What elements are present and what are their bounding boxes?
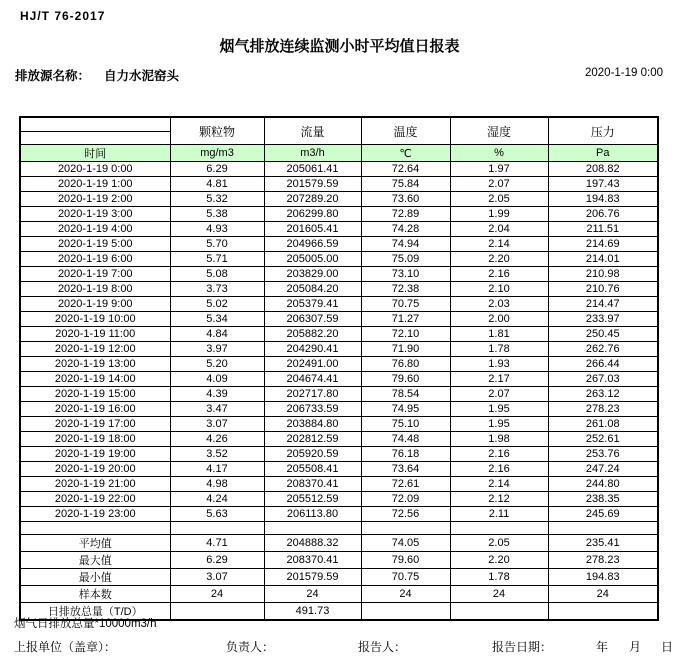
value-cell: 5.08 [170,267,264,282]
value-cell: 1.99 [450,207,548,222]
value-cell: 5.20 [170,357,264,372]
table-row [20,447,658,462]
value-cell: 3.47 [170,402,264,417]
table-row [20,357,658,372]
time-cell: 2020-1-19 20:00 [20,462,170,477]
summary-row [20,586,658,603]
table-row [20,327,658,342]
value-cell: 73.60 [361,192,450,207]
value-cell: 2.16 [450,447,548,462]
value-cell: 261.08 [548,417,658,432]
table-row [20,282,658,297]
value-cell: 1.97 [450,162,548,177]
day-label: 日 [661,640,674,654]
time-cell: 2020-1-19 14:00 [20,372,170,387]
time-header-cell: 时间 [20,145,170,162]
value-cell: 4.93 [170,222,264,237]
table-row [20,252,658,267]
signature-line [0,638,679,654]
table-row [20,312,658,327]
value-cell: 214.47 [548,297,658,312]
value-cell: 262.76 [548,342,658,357]
empty-cell [264,522,361,535]
summary-label-cell: 平均值 [20,535,170,552]
table-row [20,417,658,432]
value-cell: 214.01 [548,252,658,267]
value-cell: 74.95 [361,402,450,417]
value-cell: 1.98 [450,432,548,447]
time-cell: 2020-1-19 23:00 [20,507,170,522]
value-cell: 203829.00 [264,267,361,282]
summary-value-cell: 4.71 [170,535,264,552]
value-cell: 206.76 [548,207,658,222]
summary-value-cell: 491.73 [264,603,361,621]
value-cell: 205084.20 [264,282,361,297]
value-cell: 233.97 [548,312,658,327]
summary-value-cell: 1.78 [450,569,548,586]
value-cell: 4.26 [170,432,264,447]
year-label: 年 [596,640,609,654]
value-cell: 4.98 [170,477,264,492]
value-cell: 205920.59 [264,447,361,462]
value-cell: 2.11 [450,507,548,522]
time-cell: 2020-1-19 0:00 [20,162,170,177]
value-cell: 78.54 [361,387,450,402]
corner-top [21,118,170,132]
column-header-flow: 流量 [264,117,361,145]
summary-row [20,535,658,552]
value-cell: 2.00 [450,312,548,327]
unit-cell-flow: m3/h [264,145,361,162]
time-cell: 2020-1-19 3:00 [20,207,170,222]
value-cell: 5.34 [170,312,264,327]
summary-value-cell [450,603,548,621]
value-cell: 202717.80 [264,387,361,402]
summary-value-cell: 70.75 [361,569,450,586]
summary-label-cell: 样本数 [20,586,170,603]
value-cell: 4.09 [170,372,264,387]
summary-row [20,552,658,569]
value-cell: 1.81 [450,327,548,342]
time-cell: 2020-1-19 4:00 [20,222,170,237]
value-cell: 205379.41 [264,297,361,312]
value-cell: 203884.80 [264,417,361,432]
value-cell: 76.18 [361,447,450,462]
value-cell: 6.29 [170,162,264,177]
column-header-temp: 温度 [361,117,450,145]
value-cell: 3.07 [170,417,264,432]
value-cell: 5.63 [170,507,264,522]
table-row [20,267,658,282]
empty-cell [361,522,450,535]
value-cell: 2.07 [450,387,548,402]
summary-label-cell: 最小值 [20,569,170,586]
summary-value-cell: 24 [548,586,658,603]
summary-value-cell: 194.83 [548,569,658,586]
summary-value-cell: 24 [361,586,450,603]
value-cell: 72.10 [361,327,450,342]
value-cell: 72.56 [361,507,450,522]
value-cell: 238.35 [548,492,658,507]
value-cell: 197.43 [548,177,658,192]
value-cell: 204674.41 [264,372,361,387]
report-date-label: 报告日期： [492,640,553,654]
unit-cell-pm: mg/m3 [170,145,264,162]
source-name: 自力水泥窑头 [104,69,180,83]
summary-value-cell: 24 [170,586,264,603]
value-cell: 1.93 [450,357,548,372]
value-cell: 205061.41 [264,162,361,177]
column-header-humidity: 湿度 [450,117,548,145]
value-cell: 204966.59 [264,237,361,252]
time-cell: 2020-1-19 16:00 [20,402,170,417]
value-cell: 75.84 [361,177,450,192]
summary-value-cell: 3.07 [170,569,264,586]
value-cell: 3.52 [170,447,264,462]
time-cell: 2020-1-19 12:00 [20,342,170,357]
empty-cell [20,522,170,535]
column-header-pm: 颗粒物 [170,117,264,145]
value-cell: 73.10 [361,267,450,282]
value-cell: 74.48 [361,432,450,447]
value-cell: 206299.80 [264,207,361,222]
value-cell: 202812.59 [264,432,361,447]
value-cell: 207289.20 [264,192,361,207]
corner-cell [20,117,170,145]
value-cell: 204290.41 [264,342,361,357]
value-cell: 2.10 [450,282,548,297]
empty-cell [170,522,264,535]
value-cell: 4.39 [170,387,264,402]
unit-cell-temp: ℃ [361,145,450,162]
table-row [20,507,658,522]
value-cell: 4.84 [170,327,264,342]
value-cell: 72.89 [361,207,450,222]
summary-value-cell: 74.05 [361,535,450,552]
time-cell: 2020-1-19 6:00 [20,252,170,267]
table-row [20,177,658,192]
value-cell: 2.04 [450,222,548,237]
standard-code: HJ/T 76-2017 [20,9,106,23]
table-row [20,192,658,207]
corner-bottom [21,132,170,144]
value-cell: 194.83 [548,192,658,207]
table-row [20,477,658,492]
value-cell: 1.95 [450,417,548,432]
spacer-row [20,522,658,535]
responsible-label: 负责人： [226,640,275,654]
value-cell: 5.70 [170,237,264,252]
unit-cell-pressure: Pa [548,145,658,162]
value-cell: 263.12 [548,387,658,402]
value-cell: 5.02 [170,297,264,312]
time-cell: 2020-1-19 10:00 [20,312,170,327]
value-cell: 1.78 [450,342,548,357]
param-header-row [20,117,658,145]
value-cell: 2.16 [450,267,548,282]
value-cell: 206733.59 [264,402,361,417]
summary-value-cell: 235.41 [548,535,658,552]
value-cell: 74.28 [361,222,450,237]
table-row [20,402,658,417]
value-cell: 71.90 [361,342,450,357]
value-cell: 214.69 [548,237,658,252]
value-cell: 205882.20 [264,327,361,342]
value-cell: 4.81 [170,177,264,192]
value-cell: 72.61 [361,477,450,492]
meta-row [15,66,663,84]
table-row [20,162,658,177]
value-cell: 4.24 [170,492,264,507]
summary-value-cell: 24 [450,586,548,603]
value-cell: 73.64 [361,462,450,477]
value-cell: 208370.41 [264,477,361,492]
table-row [20,297,658,312]
value-cell: 205005.00 [264,252,361,267]
value-cell: 2.03 [450,297,548,312]
summary-value-cell: 79.60 [361,552,450,569]
value-cell: 71.27 [361,312,450,327]
summary-value-cell: 24 [264,586,361,603]
value-cell: 74.94 [361,237,450,252]
value-cell: 2.14 [450,477,548,492]
value-cell: 75.10 [361,417,450,432]
reporter-label: 报告人： [358,640,407,654]
value-cell: 201579.59 [264,177,361,192]
value-cell: 70.75 [361,297,450,312]
value-cell: 211.51 [548,222,658,237]
value-cell: 2.20 [450,252,548,267]
time-cell: 2020-1-19 21:00 [20,477,170,492]
time-cell: 2020-1-19 9:00 [20,297,170,312]
time-cell: 2020-1-19 11:00 [20,327,170,342]
table-row [20,222,658,237]
value-cell: 210.76 [548,282,658,297]
summary-value-cell: 201579.59 [264,569,361,586]
summary-value-cell [361,603,450,621]
column-header-pressure: 压力 [548,117,658,145]
summary-label-cell: 日排放总量（T/D） [20,603,170,621]
time-cell: 2020-1-19 5:00 [20,237,170,252]
report-table [19,116,659,621]
value-cell: 4.17 [170,462,264,477]
time-cell: 2020-1-19 22:00 [20,492,170,507]
unit-header-row [20,145,658,162]
summary-value-cell: 208370.41 [264,552,361,569]
page-title: 烟气排放连续监测小时平均值日报表 [219,38,460,55]
emission-source [15,66,179,84]
value-cell: 75.09 [361,252,450,267]
value-cell: 2.14 [450,237,548,252]
value-cell: 244.80 [548,477,658,492]
value-cell: 247.24 [548,462,658,477]
value-cell: 208.82 [548,162,658,177]
table-row [20,387,658,402]
empty-cell [450,522,548,535]
time-cell: 2020-1-19 1:00 [20,177,170,192]
value-cell: 205512.59 [264,492,361,507]
summary-value-cell: 204888.32 [264,535,361,552]
table-row [20,432,658,447]
value-cell: 72.64 [361,162,450,177]
summary-value-cell [170,603,264,621]
value-cell: 278.23 [548,402,658,417]
total-emission-note: 烟气日排放总量*10000m3/h [14,618,157,630]
table-row [20,237,658,252]
time-cell: 2020-1-19 2:00 [20,192,170,207]
time-cell: 2020-1-19 19:00 [20,447,170,462]
time-cell: 2020-1-19 15:00 [20,387,170,402]
value-cell: 79.60 [361,372,450,387]
summary-value-cell [548,603,658,621]
value-cell: 5.71 [170,252,264,267]
value-cell: 266.44 [548,357,658,372]
value-cell: 5.32 [170,192,264,207]
source-label: 排放源名称： [15,69,91,83]
table-row [20,462,658,477]
value-cell: 252.61 [548,432,658,447]
summary-value-cell: 6.29 [170,552,264,569]
unit-cell-humidity: % [450,145,548,162]
time-cell: 2020-1-19 18:00 [20,432,170,447]
value-cell: 3.73 [170,282,264,297]
value-cell: 5.38 [170,207,264,222]
value-cell: 206113.80 [264,507,361,522]
month-label: 月 [629,640,642,654]
value-cell: 202491.00 [264,357,361,372]
summary-value-cell: 2.20 [450,552,548,569]
value-cell: 3.97 [170,342,264,357]
summary-value-cell: 2.05 [450,535,548,552]
value-cell: 72.09 [361,492,450,507]
table-row [20,372,658,387]
value-cell: 2.07 [450,177,548,192]
value-cell: 206307.59 [264,312,361,327]
value-cell: 267.03 [548,372,658,387]
table-row [20,342,658,357]
value-cell: 253.76 [548,447,658,462]
time-cell: 2020-1-19 13:00 [20,357,170,372]
value-cell: 2.05 [450,192,548,207]
value-cell: 245.69 [548,507,658,522]
time-cell: 2020-1-19 8:00 [20,282,170,297]
value-cell: 76.80 [361,357,450,372]
time-cell: 2020-1-19 17:00 [20,417,170,432]
value-cell: 2.17 [450,372,548,387]
summary-value-cell: 278.23 [548,552,658,569]
value-cell: 201605.41 [264,222,361,237]
value-cell: 205508.41 [264,462,361,477]
value-cell: 1.95 [450,402,548,417]
value-cell: 210.98 [548,267,658,282]
time-cell: 2020-1-19 7:00 [20,267,170,282]
report-datetime: 2020-1-19 0:00 [584,67,663,79]
table-row [20,492,658,507]
value-cell: 2.16 [450,462,548,477]
empty-cell [548,522,658,535]
table-row [20,207,658,222]
reporting-unit-label: 上报单位（盖章）： [14,640,117,654]
value-cell: 250.45 [548,327,658,342]
summary-row [20,569,658,586]
value-cell: 2.12 [450,492,548,507]
value-cell: 72.38 [361,282,450,297]
summary-label-cell: 最大值 [20,552,170,569]
